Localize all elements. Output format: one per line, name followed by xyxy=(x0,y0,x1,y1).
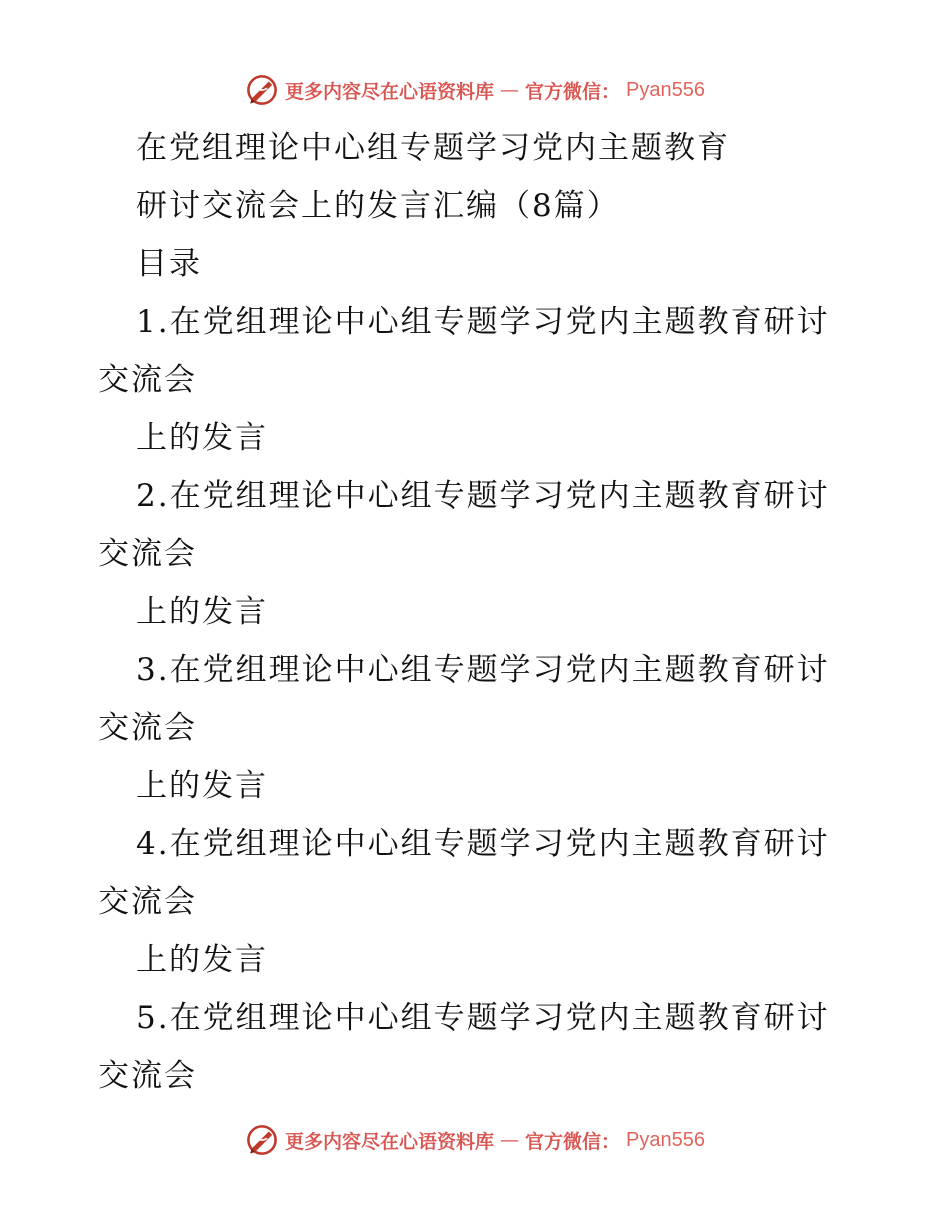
watermark-wechat-label: 官方微信： xyxy=(525,1130,621,1153)
watermark-wechat-label: 官方微信： xyxy=(525,80,621,103)
toc-item-3-line-2: 交流会 xyxy=(98,710,197,746)
toc-item-1-line-2: 交流会 xyxy=(98,362,197,398)
pen-logo-icon xyxy=(245,1123,279,1157)
toc-item-3-line-1: 3.在党组理论中心组专题学习党内主题教育研讨 xyxy=(136,652,830,688)
toc-item-2-line-3: 上的发言 xyxy=(136,594,268,630)
watermark-wechat-id: Pyan556 xyxy=(626,1128,705,1151)
watermark-text: 更多内容尽在心语资料库 xyxy=(285,80,495,103)
pen-logo-icon xyxy=(245,73,279,107)
toc-item-4-line-3: 上的发言 xyxy=(136,942,268,978)
watermark-text: 更多内容尽在心语资料库 xyxy=(285,1130,495,1153)
toc-item-3-line-3: 上的发言 xyxy=(136,768,268,804)
watermark-wechat-id: Pyan556 xyxy=(626,78,705,101)
toc-heading: 目录 xyxy=(136,246,202,282)
toc-item-4-line-2: 交流会 xyxy=(98,884,197,920)
document-title-line-1: 在党组理论中心组专题学习党内主题教育 xyxy=(136,130,730,166)
toc-item-2-line-1: 2.在党组理论中心组专题学习党内主题教育研讨 xyxy=(136,478,830,514)
header-watermark xyxy=(0,70,950,110)
footer-watermark xyxy=(0,1120,950,1160)
toc-item-4-line-1: 4.在党组理论中心组专题学习党内主题教育研讨 xyxy=(136,826,830,862)
document-title-line-2: 研讨交流会上的发言汇编（8篇） xyxy=(136,188,620,224)
toc-item-5-line-1: 5.在党组理论中心组专题学习党内主题教育研讨 xyxy=(136,1000,830,1036)
watermark-dash: — xyxy=(500,79,520,101)
watermark-dash: — xyxy=(500,1129,520,1151)
toc-item-1-line-1: 1.在党组理论中心组专题学习党内主题教育研讨 xyxy=(136,304,830,340)
toc-item-1-line-3: 上的发言 xyxy=(136,420,268,456)
toc-item-5-line-2: 交流会 xyxy=(98,1058,197,1094)
toc-item-2-line-2: 交流会 xyxy=(98,536,197,572)
